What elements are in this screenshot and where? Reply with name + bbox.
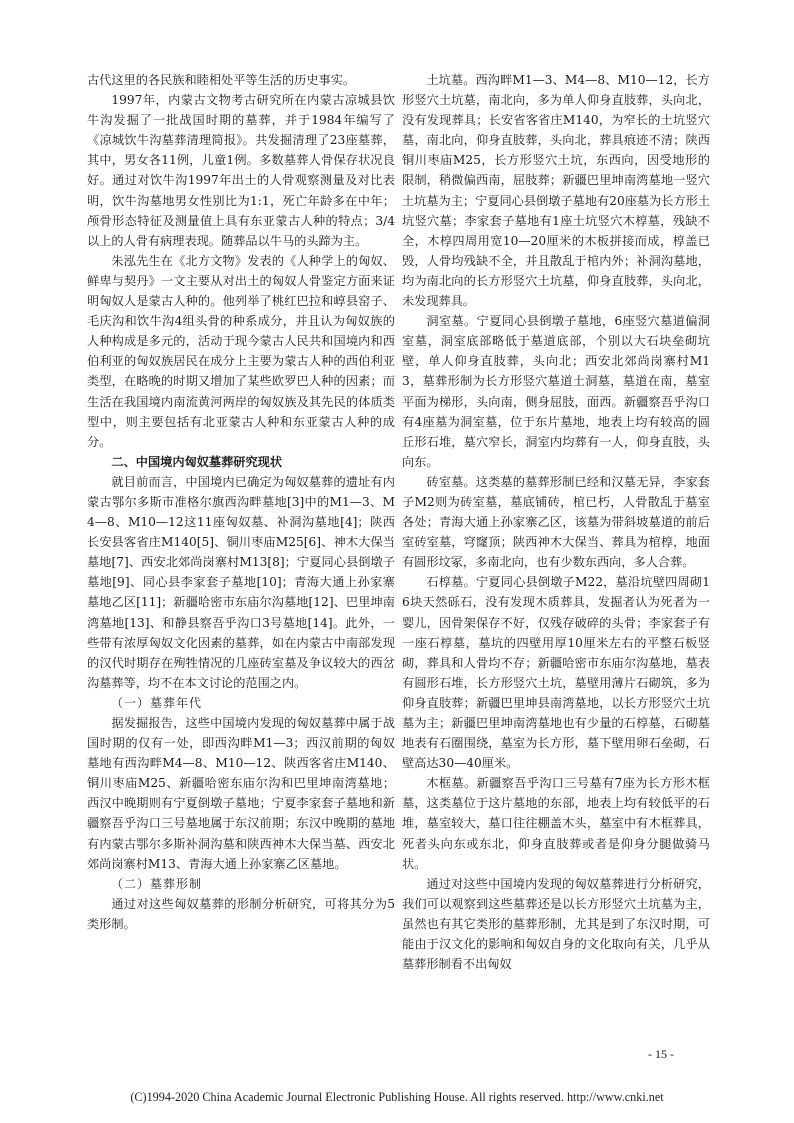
copyright-footer: (C)1994-2020 China Academic Journal Electronic Publishing House. All rights reserved. http://www.cnki.net (130, 1090, 664, 1104)
page-number: - 15 - (648, 1047, 674, 1061)
paragraph: 据发掘报告，这些中国境内发现的匈奴墓葬中属于战国时期的仅有一处，即西沟畔M1—3；西汉前期的匈奴墓地有西沟畔M4—8、M10—12、陕西客省庄M140、铜川枣庙M25、新疆哈密东庙尔沟和巴里坤南湾墓地；西汉中晚期则有宁夏倒墩子墓地；宁夏李家套子墓地和新疆察吾乎沟口三号墓地属于东汉前期；东汉中晚期的墓地有内蒙古鄂尔多斯补洞沟墓和陕西神木大保当墓、西安北郊尚岗寨村M13、青海大通上孙家寨乙区墓地。 (87, 716, 395, 871)
paragraph: 洞室墓。宁夏同心县倒墩子墓地，6座竖穴墓道偏洞室墓，洞室底部略低于墓道底部，个别以大石块垒砌坑壁，单人仰身直肢葬，头向北；西安北郊尚岗寨村M13，墓葬形制为长方形竖穴墓道土洞墓，墓道在南，墓室平面为梯形，头向南，侧身屈肢，面西。新疆察吾乎沟口有4座墓为洞室墓，位于东片墓地，地表上均有较高的圆丘形石堆，墓穴窄长，洞室内均葬有一人，仰身直肢，头向东。 (402, 314, 710, 469)
paragraph: 砖室墓。这类墓的墓葬形制已经和汉墓无异，李家套子M2则为砖室墓，墓底铺砖，棺已朽，人骨散乱于墓室各处；青海大通上孙家寨乙区，该墓为带斜坡墓道的前后室砖室墓，穹窿顶；陕西神木大保当、葬具为棺椁，地面有圆形坟冢，多南北向，也有少数东西向，多人合葬。 (402, 474, 710, 570)
section-heading: （二）墓葬形制 (111, 876, 203, 891)
section-heading: （一）墓葬年代 (111, 695, 203, 710)
paragraph: 木框墓。新疆察吾乎沟口三号墓有7座为长方形木框墓，这类墓位于这片墓地的东部，地表上均有较低平的石堆，墓室较大，墓口往往棚盖木头，墓室中有木框葬具，死者头向东或东北，仰身直肢葬或者是仰身分腿做骑马状。 (402, 776, 710, 871)
paragraph: 古代这里的各民族和睦相处平等生活的历史事实。 (87, 73, 356, 87)
paragraph: 就目前而言，中国境内已确定为匈奴墓葬的遗址有内蒙古鄂尔多斯市准格尔旗西沟畔墓地[3]中的M1—3、M4—8、M10—12这11座匈奴墓、补洞沟墓地[4]；陕西长安县客省庄M140[5]、铜川枣庙M25[6]、神木大保当墓地[7]、西安北郊尚岗寨村M13[8]；宁夏同心县倒墩子墓地[9]、同心县李家套子墓地[10]；青海大通上孙家寨墓地乙区[11]；新疆哈密市东庙尔沟墓地[12]、巴里坤南湾墓地[13]、和静县察吾乎沟口3号墓地[14]。此外，一些带有浓厚匈奴文化因素的墓葬，如在内蒙古中南部发现的汉代时期存在殉牲情况的几座砖室墓及争议较大的西岔沟墓葬等，均不在本文讨论的范围之内。 (87, 474, 395, 690)
paragraph: 1997年，内蒙古文物考古研究所在内蒙古凉城县饮牛沟发掘了一批战国时期的墓葬，并于1984年编写了《凉城饮牛沟墓葬清理简报》。共发掘清理了23座墓葬，其中，男女各11例，儿童1例。多数墓葬人骨保存状况良好。通过对饮牛沟1997年出土的人骨观察测量及对比表明，饮牛沟墓地男女性别比为1:1，死亡年龄多在中年；颅骨形态特征及测量值上具有东亚蒙古人种的特点；3/4以上的人骨有病理表现。随葬品以牛马的头蹄为主。 (87, 93, 395, 248)
left-column (87, 70, 395, 934)
paragraph: 土坑墓。西沟畔M1—3、M4—8、M10—12，长方形竖穴土坑墓，南北向，多为单人仰身直肢葬，头向北，没有发现葬具；长安省客省庄M140，为窄长的土坑竖穴墓，南北向，仰身直肢葬，头向北，葬具痕迹不清；陕西铜川枣庙M25，长方形竖穴土坑，东西向，因受地形的限制，稍微偏西南，屈肢葬；新疆巴里坤南湾墓地一竖穴土坑墓为主；宁夏同心县倒墩子墓地有20座墓为长方形土坑竖穴墓；李家套子墓地有1座土坑竖穴木椁墓，残缺不全，木椁四周用宽10—20厘米的木板拼接而成，椁盖已毁，人骨均残缺不全，并且散乱于棺内外；补洞沟墓地，均为南北向的长方形竖穴土坑墓，仰身直肢葬，头向北，未发现葬具。 (402, 73, 711, 309)
paragraph: 通过对这些匈奴墓葬的形制分析研究，可将其分为5类形制。 (87, 896, 395, 931)
paragraph: 朱泓先生在《北方文物》发表的《人种学上的匈奴、鲜卑与契丹》一文主要从对出土的匈奴人骨鉴定方面来证明匈奴人是蒙古人种的。他列举了桃红巴拉和崞县窑子、毛庆沟和饮牛沟4组头骨的种系成分，并且认为匈奴族的人种构成是多元的，活动于现今蒙古人民共和国境内和西伯利亚的匈奴族居民在成分上主要为蒙古人种的西伯利亚类型，在略晚的时期又增加了某些欧罗巴人种的因素；而生活在我国境内南流黄河两岸的匈奴族及其先民的体质类型中，则主要包括有北亚蒙古人种和东亚蒙古人种的成分。 (87, 253, 395, 449)
section-heading: 二、中国境内匈奴墓葬研究现状 (111, 454, 283, 469)
right-column (402, 70, 710, 974)
paragraph: 通过对这些中国境内发现的匈奴墓葬进行分析研究，我们可以观察到这些墓葬还是以长方形竖穴土坑墓为主，虽然也有其它类形的墓葬形制，尤其是到了东汉时期，可能由于汉文化的影响和匈奴自身的文化取向有关，几乎从墓葬形制看不出匈奴 (402, 876, 710, 972)
paragraph: 石椁墓。宁夏同心县倒墩子M22，墓沿坑壁四周砌16块天然砾石，没有发现木质葬具，发掘者认为死者为一婴儿，因骨架保存不好，仅残存破碎的头骨；李家套子有一座石椁墓，墓坑的四壁用厚10厘米左右的平整石板竖砌，葬具和人骨均不存；新疆哈密市东庙尔沟墓地，墓表有圆形石堆，长方形竖穴土坑，墓壁用薄片石砌筑，多为仰身直肢葬；新疆巴里坤县南湾墓地，以长方形竖穴土坑墓为主；新疆巴里坤南湾墓地也有少量的石椁墓，石砌墓地表有石圈围绕，墓室为长方形，墓下壁用卵石垒砌，石壁高达30—40厘米。 (402, 575, 710, 771)
